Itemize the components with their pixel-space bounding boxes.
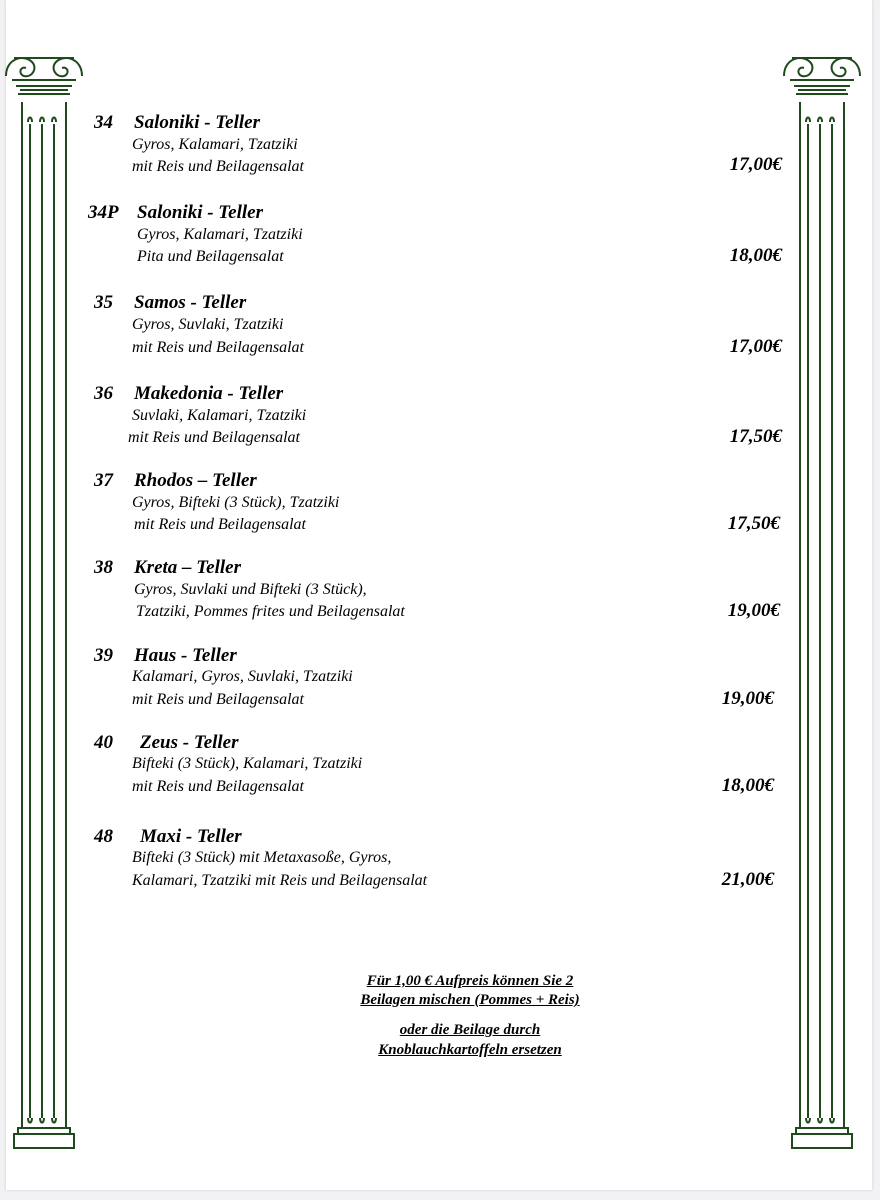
- item-name: Maxi - Teller: [140, 826, 242, 847]
- item-number: 36: [94, 383, 113, 404]
- item-description-line1: Gyros, Bifteki (3 Stück), Tzatziki: [132, 494, 340, 511]
- item-description-line2: mit Reis und Beilagensalat: [132, 339, 304, 356]
- side-dish-note-line1: Für 1,00 € Aufpreis können Sie 2: [366, 973, 574, 989]
- item-description-line2: mit Reis und Beilagensalat: [132, 691, 304, 708]
- item-name: Zeus - Teller: [140, 732, 239, 753]
- item-name: Haus - Teller: [134, 645, 237, 666]
- item-number: 48: [94, 826, 113, 847]
- item-description-line2: Kalamari, Tzatziki mit Reis und Beilagensalat: [132, 872, 428, 889]
- item-description-line2: Tzatziki, Pommes frites und Beilagensalat: [136, 603, 405, 620]
- item-name: Saloniki - Teller: [137, 202, 263, 223]
- item-description-line1: Gyros, Suvlaki und Bifteki (3 Stück),: [134, 581, 367, 598]
- item-description-line1: Bifteki (3 Stück), Kalamari, Tzatziki: [132, 755, 363, 772]
- item-description-line1: Suvlaki, Kalamari, Tzatziki: [132, 407, 307, 424]
- menu-item: [0, 112, 880, 182]
- item-number: 35: [94, 292, 113, 313]
- item-number: 37: [94, 470, 113, 491]
- item-description-line2: mit Reis und Beilagensalat: [132, 778, 304, 795]
- item-price: 17,50€: [727, 513, 780, 534]
- side-dish-note-line3: oder die Beilage durch: [399, 1022, 541, 1038]
- menu-item: [0, 732, 880, 802]
- menu-item: [0, 470, 880, 540]
- item-number: 34P: [88, 202, 119, 223]
- item-price: 18,00€: [729, 245, 782, 266]
- menu-item: [0, 383, 880, 453]
- menu-item: [0, 292, 880, 362]
- side-dish-note-line2: Beilagen mischen (Pommes + Reis): [360, 992, 580, 1008]
- item-price: 17,00€: [729, 336, 782, 357]
- item-name: Samos - Teller: [134, 292, 247, 313]
- item-description-line1: Gyros, Kalamari, Tzatziki: [132, 136, 298, 153]
- item-name: Saloniki - Teller: [134, 112, 260, 133]
- item-description-line1: Gyros, Kalamari, Tzatziki: [137, 226, 303, 243]
- menu-item: [0, 826, 880, 896]
- item-number: 40: [94, 732, 113, 753]
- item-description-line2: mit Reis und Beilagensalat: [132, 158, 304, 175]
- item-price: 19,00€: [727, 600, 780, 621]
- item-description-line1: Gyros, Suvlaki, Tzatziki: [132, 316, 284, 333]
- menu-item: [0, 645, 880, 715]
- item-price: 18,00€: [721, 775, 774, 796]
- item-description-line1: Kalamari, Gyros, Suvlaki, Tzatziki: [132, 668, 353, 685]
- item-number: 39: [94, 645, 113, 666]
- item-price: 19,00€: [721, 688, 774, 709]
- item-price: 17,50€: [729, 426, 782, 447]
- side-dish-note-line4: Knoblauchkartoffeln ersetzen: [378, 1042, 562, 1058]
- item-price: 17,00€: [729, 154, 782, 175]
- item-number: 34: [94, 112, 113, 133]
- item-name: Kreta – Teller: [134, 557, 241, 578]
- item-number: 38: [94, 557, 113, 578]
- item-name: Rhodos – Teller: [134, 470, 257, 491]
- menu-item: [0, 202, 880, 272]
- item-price: 21,00€: [721, 869, 774, 890]
- item-description-line1: Bifteki (3 Stück) mit Metaxasoße, Gyros,: [132, 849, 392, 866]
- item-name: Makedonia - Teller: [134, 383, 284, 404]
- item-description-line2: Pita und Beilagensalat: [137, 248, 284, 265]
- item-description-line2: mit Reis und Beilagensalat: [128, 429, 300, 446]
- item-description-line2: mit Reis und Beilagensalat: [134, 516, 306, 533]
- menu-item: [0, 557, 880, 627]
